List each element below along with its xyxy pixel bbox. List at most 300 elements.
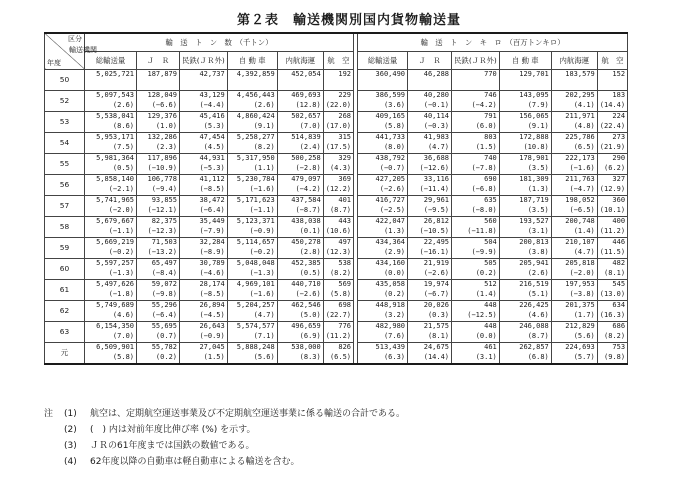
value-growth-rate: (−0.7) — [379, 163, 406, 172]
value-cell — [358, 279, 408, 300]
value-cell — [85, 69, 137, 90]
value-cell — [277, 69, 323, 90]
note-prefix — [44, 422, 64, 438]
value-amount: 200,748 — [565, 216, 595, 225]
year-cell: 53 — [45, 111, 85, 132]
value-cell — [551, 237, 597, 258]
value-growth-rate: (3.1) — [527, 226, 549, 235]
value-amount: 93,855 — [151, 195, 177, 204]
value-growth-rate: (−9.9) — [471, 247, 497, 256]
value-growth-rate: (8.2) — [603, 331, 626, 340]
value-cell — [277, 195, 323, 216]
value-cell — [358, 258, 408, 279]
value-cell — [85, 321, 137, 342]
value-growth-rate: (5.8) — [383, 121, 406, 130]
value-growth-rate: (−16.1) — [419, 247, 450, 256]
value-cell — [499, 300, 551, 321]
value-amount: 36,688 — [423, 153, 450, 162]
value-amount: 143,095 — [519, 90, 549, 99]
value-cell — [452, 258, 500, 279]
value-growth-rate: (3.2) — [383, 310, 406, 319]
value-cell — [137, 216, 180, 237]
value-growth-rate: (−9.4) — [151, 184, 177, 193]
value-cell — [499, 90, 551, 111]
value-amount: 360,490 — [375, 69, 406, 78]
value-cell — [85, 216, 137, 237]
value-cell — [358, 90, 408, 111]
value-cell — [137, 195, 180, 216]
value-cell — [323, 195, 353, 216]
value-amount: 791 — [484, 111, 497, 120]
note-text: ( ) 内は対前年度比伸び率 (%) を示す。 — [90, 425, 256, 435]
value-growth-rate: (16.3) — [599, 310, 626, 319]
year-cell: 57 — [45, 195, 85, 216]
value-cell — [597, 90, 627, 111]
value-amount: 5,048,048 — [236, 258, 275, 267]
value-amount: 229 — [338, 90, 352, 99]
value-amount: 401 — [338, 195, 352, 204]
value-cell — [408, 153, 452, 174]
value-cell — [597, 216, 627, 237]
value-growth-rate: (8.1) — [603, 268, 626, 277]
value-cell — [452, 90, 500, 111]
value-cell — [499, 174, 551, 195]
value-growth-rate: (−1.1) — [249, 205, 275, 214]
value-cell — [137, 342, 180, 364]
value-growth-rate: (0.5) — [299, 268, 321, 277]
value-cell — [408, 279, 452, 300]
value-amount: 40,114 — [423, 111, 450, 120]
value-cell — [323, 90, 353, 111]
value-cell — [358, 237, 408, 258]
value-growth-rate: (11.5) — [599, 247, 626, 256]
value-growth-rate: (6.0) — [475, 121, 497, 130]
value-amount: 770 — [484, 69, 497, 78]
value-amount: 5,669,219 — [96, 237, 134, 246]
value-amount: 438,792 — [375, 153, 406, 162]
value-amount: 5,679,667 — [96, 216, 134, 225]
value-amount: 698 — [338, 300, 352, 309]
value-cell — [323, 132, 353, 153]
value-amount: 5,749,689 — [96, 300, 134, 309]
value-growth-rate: (−3.8) — [569, 289, 595, 298]
value-growth-rate: (1.3) — [527, 184, 549, 193]
value-growth-rate — [326, 80, 351, 90]
value-amount: 40,280 — [423, 90, 450, 99]
value-cell — [227, 195, 277, 216]
value-amount: 497 — [338, 237, 352, 246]
value-growth-rate: (7.5) — [112, 142, 134, 151]
value-cell — [551, 300, 597, 321]
value-amount: 538,000 — [291, 342, 321, 351]
value-amount: 441,733 — [375, 132, 406, 141]
value-growth-rate: (−4.2) — [295, 184, 321, 193]
value-amount: 329 — [338, 153, 352, 162]
value-growth-rate: (0.2) — [155, 352, 177, 361]
value-growth-rate: (−4.2) — [471, 100, 497, 109]
value-amount: 44,931 — [199, 153, 225, 162]
value-growth-rate: (3.1) — [475, 352, 497, 361]
value-amount: 224 — [612, 111, 626, 120]
value-growth-rate: (0.0) — [475, 331, 497, 340]
value-amount: 5,574,577 — [236, 321, 275, 330]
note-item — [44, 422, 684, 438]
value-growth-rate: (−13.2) — [147, 247, 177, 256]
year-cell: 元 — [45, 342, 85, 364]
value-amount: 210,107 — [565, 237, 595, 246]
value-amount: 513,439 — [375, 342, 406, 351]
value-growth-rate: (12.8) — [295, 100, 321, 109]
value-growth-rate: (−4.4) — [199, 100, 225, 109]
value-growth-rate: (4.1) — [573, 100, 595, 109]
value-cell — [227, 174, 277, 195]
table-row — [45, 174, 628, 195]
value-amount: 273 — [612, 132, 626, 141]
value-cell — [499, 69, 551, 90]
value-growth-rate: (6.2) — [603, 163, 626, 172]
value-amount: 5,317,950 — [236, 153, 275, 162]
value-cell — [499, 321, 551, 342]
value-amount: 5,953,171 — [96, 132, 134, 141]
value-growth-rate: (7.0) — [112, 331, 134, 340]
value-cell — [551, 195, 597, 216]
value-cell — [597, 174, 627, 195]
value-amount: 740 — [484, 153, 497, 162]
value-growth-rate: (7.0) — [299, 121, 321, 130]
value-growth-rate: (−6.4) — [151, 310, 177, 319]
value-amount: 5,171,623 — [236, 195, 275, 204]
value-amount: 512 — [484, 279, 497, 288]
value-cell — [137, 153, 180, 174]
value-cell — [408, 237, 452, 258]
value-growth-rate: (6.8) — [527, 352, 549, 361]
value-cell — [597, 321, 627, 342]
value-amount: 5,741,965 — [96, 195, 134, 204]
column-header-ton-4: 内航海運 — [277, 51, 323, 69]
value-growth-rate: (−6.8) — [471, 184, 497, 193]
value-amount: 35,449 — [199, 216, 225, 225]
value-amount: 41,983 — [423, 132, 450, 141]
year-cell: 52 — [45, 90, 85, 111]
value-cell — [277, 216, 323, 237]
corner-label-mode: 輸送機関 — [69, 46, 97, 54]
table-row — [45, 258, 628, 279]
value-growth-rate: (8.2) — [329, 268, 352, 277]
value-cell — [277, 258, 323, 279]
value-amount: 211,763 — [565, 174, 595, 183]
value-cell — [323, 153, 353, 174]
value-cell — [597, 153, 627, 174]
value-growth-rate: (1.3) — [383, 226, 406, 235]
value-amount: 42,737 — [199, 69, 225, 78]
column-header-tonkm-0: 総輸送量 — [358, 51, 408, 69]
value-amount: 450,278 — [291, 237, 321, 246]
note-prefix: 注 — [44, 409, 54, 419]
value-cell — [408, 69, 452, 90]
note-prefix — [44, 454, 64, 470]
value-amount: 502,657 — [291, 111, 321, 120]
value-amount: 482 — [612, 258, 626, 267]
value-amount: 21,575 — [423, 321, 450, 330]
corner-label-year: 年度 — [47, 58, 61, 67]
value-amount: 24,675 — [423, 342, 450, 351]
value-cell — [499, 153, 551, 174]
value-cell — [408, 90, 452, 111]
table-row — [45, 342, 628, 364]
value-growth-rate: (−4.6) — [199, 268, 225, 277]
value-cell — [227, 153, 277, 174]
value-amount: 19,974 — [423, 279, 450, 288]
value-cell — [180, 237, 228, 258]
value-amount: 6,154,350 — [96, 321, 134, 330]
value-cell — [180, 69, 228, 90]
value-cell — [323, 111, 353, 132]
value-cell — [551, 111, 597, 132]
value-growth-rate: (−4.5) — [199, 310, 225, 319]
value-amount: 5,981,364 — [96, 153, 134, 162]
value-growth-rate: (1.5) — [475, 142, 497, 151]
value-growth-rate: (5.3) — [203, 121, 225, 130]
value-amount: 226,425 — [519, 300, 549, 309]
note-item — [44, 438, 684, 454]
value-growth-rate: (−2.6) — [379, 184, 406, 193]
note-text: ＪＲの61年度までは国鉄の数値である。 — [90, 441, 255, 451]
value-growth-rate: (0.2) — [383, 289, 406, 298]
value-growth-rate — [554, 80, 595, 90]
value-cell — [499, 342, 551, 364]
corner-label-category: 区分 — [68, 35, 82, 43]
value-amount: 5,597,257 — [96, 258, 134, 267]
value-growth-rate: (−2.8) — [295, 163, 321, 172]
value-cell — [277, 174, 323, 195]
year-cell: 55 — [45, 153, 85, 174]
value-amount: 129,701 — [519, 69, 549, 78]
value-amount: 560 — [484, 216, 497, 225]
value-amount: 290 — [612, 153, 626, 162]
value-growth-rate: (4.5) — [203, 142, 225, 151]
value-growth-rate: (13.0) — [599, 289, 626, 298]
note-number: (3) — [64, 441, 77, 451]
value-amount: 427,205 — [375, 174, 406, 183]
value-cell — [227, 300, 277, 321]
value-cell — [452, 111, 500, 132]
value-growth-rate: (−6.4) — [199, 205, 225, 214]
value-amount: 416,727 — [375, 195, 406, 204]
value-cell — [452, 69, 500, 90]
value-cell — [499, 132, 551, 153]
value-amount: 369 — [338, 174, 352, 183]
value-growth-rate: (0.3) — [427, 310, 450, 319]
value-cell — [180, 153, 228, 174]
value-amount: 469,693 — [291, 90, 321, 99]
value-growth-rate: (6.5) — [329, 352, 352, 361]
value-amount: 5,538,041 — [96, 111, 134, 120]
value-growth-rate: (8.3) — [299, 352, 321, 361]
column-header-tonkm-4: 内航海運 — [551, 51, 597, 69]
value-amount: 4,969,101 — [236, 279, 275, 288]
value-growth-rate: (3.8) — [527, 247, 549, 256]
value-amount: 21,919 — [423, 258, 450, 267]
value-amount: 26,643 — [199, 321, 225, 330]
value-amount: 33,116 — [423, 174, 450, 183]
value-amount: 746 — [484, 90, 497, 99]
value-cell — [408, 300, 452, 321]
value-cell — [358, 195, 408, 216]
value-cell — [408, 216, 452, 237]
value-cell — [597, 342, 627, 364]
value-amount: 55,782 — [151, 342, 177, 351]
value-amount: 505 — [484, 258, 497, 267]
value-cell — [180, 258, 228, 279]
value-cell — [597, 132, 627, 153]
value-growth-rate — [410, 80, 449, 90]
value-cell — [499, 111, 551, 132]
value-amount: 47,454 — [199, 132, 225, 141]
value-amount: 448,918 — [375, 300, 406, 309]
value-amount: 4,392,859 — [236, 69, 275, 78]
notes — [44, 406, 684, 470]
value-amount: 443 — [338, 216, 352, 225]
value-amount: 360 — [612, 195, 626, 204]
value-growth-rate: (4.8) — [573, 121, 595, 130]
value-cell — [85, 153, 137, 174]
value-growth-rate: (5.6) — [573, 331, 595, 340]
value-amount: 569 — [338, 279, 352, 288]
value-amount: 193,527 — [519, 216, 549, 225]
value-cell — [85, 90, 137, 111]
value-amount: 446 — [612, 237, 626, 246]
value-cell — [227, 279, 277, 300]
value-growth-rate: (−8.5) — [199, 289, 225, 298]
value-cell — [597, 258, 627, 279]
value-amount: 5,888,248 — [236, 342, 275, 351]
value-growth-rate: (4.6) — [527, 310, 549, 319]
year-cell: 58 — [45, 216, 85, 237]
value-cell — [597, 237, 627, 258]
value-amount: 803 — [484, 132, 497, 141]
value-growth-rate: (−7.8) — [471, 163, 497, 172]
value-amount: 172,888 — [519, 132, 549, 141]
value-amount: 183 — [612, 90, 626, 99]
value-growth-rate: (17.5) — [325, 142, 352, 151]
value-growth-rate — [502, 80, 549, 90]
value-cell — [277, 90, 323, 111]
value-growth-rate: (9.1) — [253, 121, 275, 130]
year-cell: 54 — [45, 132, 85, 153]
value-cell — [277, 132, 323, 153]
value-growth-rate: (4.6) — [112, 310, 134, 319]
value-amount: 434,160 — [375, 258, 406, 267]
value-growth-rate: (1.4) — [475, 289, 497, 298]
value-growth-rate: (22.7) — [325, 310, 352, 319]
table-row — [45, 237, 628, 258]
value-growth-rate: (3.5) — [527, 205, 549, 214]
value-amount: 129,376 — [147, 111, 177, 120]
value-growth-rate — [139, 80, 177, 90]
value-growth-rate: (1.5) — [203, 352, 225, 361]
value-growth-rate: (11.2) — [325, 331, 352, 340]
value-cell — [137, 279, 180, 300]
value-growth-rate: (7.6) — [383, 331, 406, 340]
value-growth-rate: (−0.1) — [423, 100, 450, 109]
value-growth-rate: (12.9) — [599, 184, 626, 193]
value-amount: 32,284 — [199, 237, 225, 246]
value-growth-rate: (3.6) — [383, 100, 406, 109]
column-header-ton-2: 民鉄(ＪＲ外) — [180, 51, 228, 69]
value-amount: 496,659 — [291, 321, 321, 330]
note-number: (2) — [64, 425, 77, 435]
value-cell — [408, 258, 452, 279]
value-growth-rate: (8.0) — [383, 142, 406, 151]
value-growth-rate: (−12.5) — [467, 310, 497, 319]
value-growth-rate: (8.7) — [329, 205, 352, 214]
value-amount: 43,129 — [199, 90, 225, 99]
value-amount: 27,045 — [199, 342, 225, 351]
value-cell — [323, 237, 353, 258]
value-cell — [452, 153, 500, 174]
value-growth-rate: (−0.3) — [423, 121, 450, 130]
value-amount: 440,710 — [291, 279, 321, 288]
value-growth-rate: (4.7) — [253, 310, 275, 319]
value-amount: 826 — [338, 342, 352, 351]
value-cell — [277, 342, 323, 364]
value-amount: 82,375 — [151, 216, 177, 225]
value-growth-rate: (2.6) — [112, 100, 134, 109]
value-growth-rate: (−10.9) — [147, 163, 177, 172]
value-cell — [358, 321, 408, 342]
value-growth-rate: (2.9) — [383, 247, 406, 256]
value-amount: 22,495 — [423, 237, 450, 246]
value-cell — [358, 69, 408, 90]
value-amount: 400 — [612, 216, 626, 225]
year-cell: 56 — [45, 174, 85, 195]
value-growth-rate: (11.2) — [599, 226, 626, 235]
value-cell — [180, 279, 228, 300]
value-growth-rate: (1.4) — [573, 226, 595, 235]
value-growth-rate: (−9.5) — [423, 205, 450, 214]
value-growth-rate: (5.6) — [253, 352, 275, 361]
value-growth-rate: (6.5) — [573, 142, 595, 151]
value-growth-rate — [182, 80, 225, 90]
value-cell — [277, 279, 323, 300]
value-growth-rate: (6.9) — [299, 331, 321, 340]
value-cell — [358, 153, 408, 174]
value-growth-rate: (−8.4) — [151, 268, 177, 277]
value-growth-rate: (9.1) — [527, 121, 549, 130]
value-cell — [358, 132, 408, 153]
value-cell — [323, 216, 353, 237]
value-cell — [137, 90, 180, 111]
value-growth-rate: (2.6) — [253, 100, 275, 109]
value-cell — [499, 237, 551, 258]
value-amount: 514,839 — [291, 132, 321, 141]
value-amount: 192 — [338, 69, 352, 78]
value-cell — [85, 279, 137, 300]
value-growth-rate: (0.1) — [299, 226, 321, 235]
value-amount: 20,026 — [423, 300, 450, 309]
value-growth-rate: (14.4) — [423, 352, 450, 361]
value-growth-rate: (−9.8) — [151, 289, 177, 298]
year-cell: 59 — [45, 237, 85, 258]
value-cell — [452, 174, 500, 195]
value-cell — [277, 153, 323, 174]
value-cell — [277, 321, 323, 342]
value-cell — [452, 237, 500, 258]
value-cell — [180, 132, 228, 153]
value-growth-rate: (2.4) — [299, 142, 321, 151]
value-growth-rate: (1.0) — [155, 121, 177, 130]
column-header-tonkm-2: 民鉄(ＪＲ外) — [452, 51, 500, 69]
